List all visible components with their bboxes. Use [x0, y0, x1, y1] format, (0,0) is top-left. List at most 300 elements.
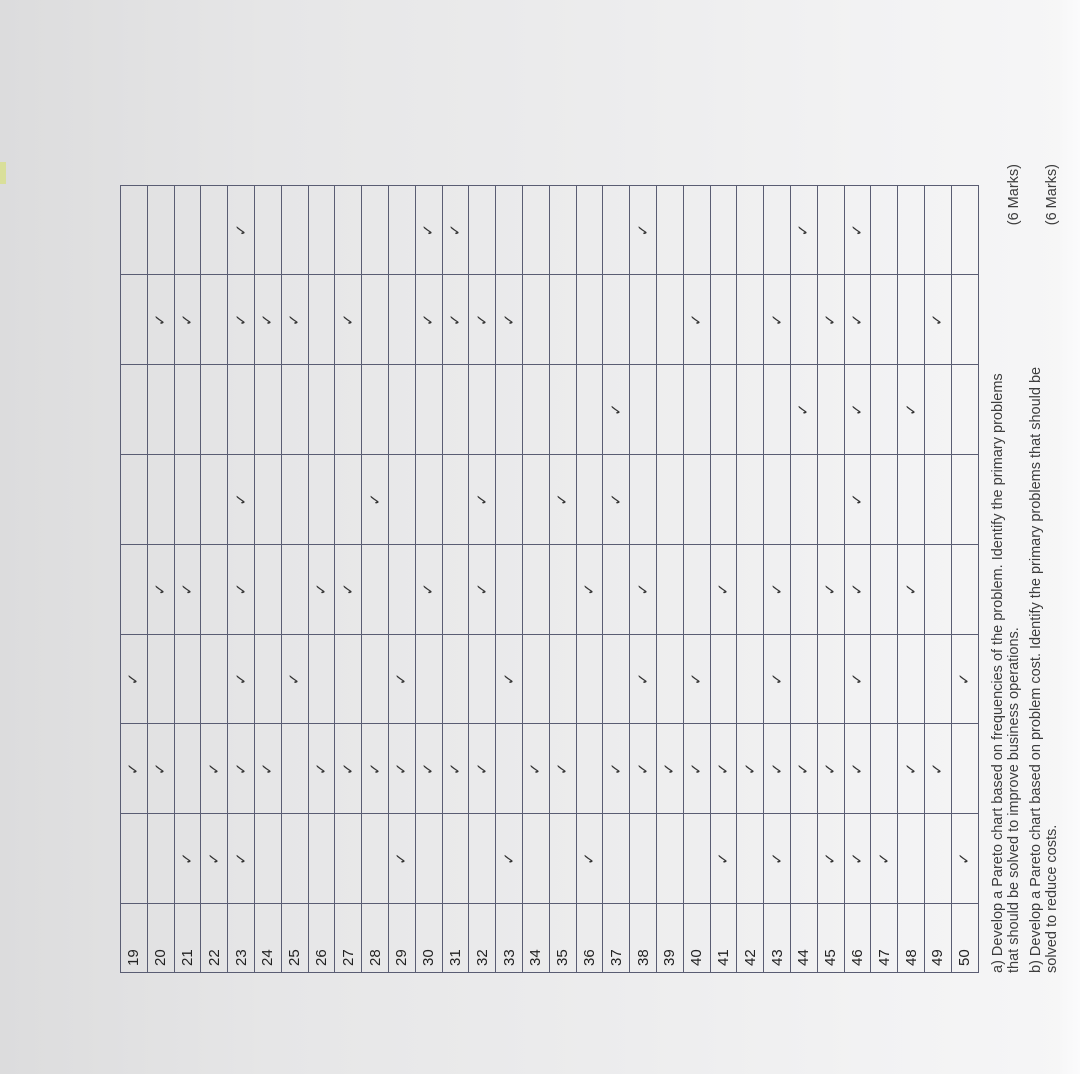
- table-row: [388, 185, 415, 972]
- check-mark-icon: ✓: [232, 223, 250, 237]
- mark-cell: [817, 814, 844, 904]
- mark-cell: [871, 544, 898, 634]
- table-row: [683, 185, 710, 972]
- check-mark-icon: ✓: [554, 493, 572, 506]
- check-mark-icon: ✓: [768, 313, 786, 327]
- mark-cell: [710, 455, 737, 545]
- mark-cell: [630, 365, 657, 455]
- table-row: [228, 185, 255, 972]
- mark-cell: [898, 275, 925, 365]
- mark-cell: [790, 724, 817, 814]
- mark-cell: [549, 634, 576, 724]
- mark-cell: [496, 365, 523, 455]
- table-row: [254, 185, 281, 972]
- check-mark-icon: ✓: [152, 313, 170, 327]
- mark-cell: [281, 634, 308, 724]
- table-row: [121, 185, 148, 972]
- mark-cell: [630, 814, 657, 904]
- mark-cell: [442, 814, 469, 904]
- check-mark-icon: ✓: [795, 403, 813, 416]
- mark-cell: [764, 544, 791, 634]
- mark-cell: [764, 365, 791, 455]
- check-mark-icon: ✓: [339, 762, 357, 776]
- table-row: [415, 185, 442, 972]
- row-number: 20: [147, 904, 174, 973]
- check-mark-icon: ✓: [232, 852, 250, 865]
- check-mark-icon: ✓: [366, 493, 384, 506]
- row-number: 34: [522, 904, 549, 973]
- row-number: 44: [790, 904, 817, 973]
- row-number: 49: [924, 904, 951, 973]
- mark-cell: [656, 275, 683, 365]
- mark-cell: [924, 724, 951, 814]
- table-row: [174, 185, 201, 972]
- check-mark-icon: ✓: [339, 582, 357, 596]
- mark-cell: [442, 634, 469, 724]
- mark-cell: [388, 455, 415, 545]
- mark-cell: [174, 185, 201, 275]
- mark-cell: [335, 275, 362, 365]
- mark-cell: [710, 724, 737, 814]
- mark-cell: [442, 455, 469, 545]
- mark-cell: [496, 814, 523, 904]
- mark-cell: [549, 724, 576, 814]
- check-mark-icon: ✓: [848, 762, 866, 776]
- mark-cell: [415, 814, 442, 904]
- mark-cell: [147, 185, 174, 275]
- check-mark-icon: ✓: [607, 762, 625, 776]
- mark-cell: [737, 185, 764, 275]
- mark-cell: [308, 185, 335, 275]
- mark-cell: [898, 544, 925, 634]
- mark-cell: [228, 544, 255, 634]
- mark-cell: [790, 365, 817, 455]
- mark-cell: [469, 724, 496, 814]
- row-number: 45: [817, 904, 844, 973]
- mark-cell: [201, 724, 228, 814]
- mark-cell: [308, 455, 335, 545]
- mark-cell: [254, 814, 281, 904]
- row-number: 27: [335, 904, 362, 973]
- mark-cell: [335, 185, 362, 275]
- mark-cell: [710, 185, 737, 275]
- mark-cell: [496, 275, 523, 365]
- row-number: 21: [174, 904, 201, 973]
- mark-cell: [630, 185, 657, 275]
- mark-cell: [308, 814, 335, 904]
- mark-cell: [790, 185, 817, 275]
- mark-cell: [549, 544, 576, 634]
- mark-cell: [951, 724, 978, 814]
- table-row: [764, 185, 791, 972]
- mark-cell: [201, 365, 228, 455]
- table-row: [898, 185, 925, 972]
- mark-cell: [924, 544, 951, 634]
- table-row: [201, 185, 228, 972]
- mark-cell: [522, 544, 549, 634]
- check-mark-icon: ✓: [500, 672, 518, 686]
- mark-cell: [898, 455, 925, 545]
- check-mark-icon: ✓: [473, 762, 491, 776]
- table-row: [281, 185, 308, 972]
- mark-cell: [388, 275, 415, 365]
- check-mark-icon: ✓: [768, 852, 786, 865]
- mark-cell: [496, 634, 523, 724]
- check-mark-icon: ✓: [286, 313, 304, 327]
- mark-cell: [121, 544, 148, 634]
- mark-cell: [174, 455, 201, 545]
- mark-cell: [710, 275, 737, 365]
- mark-cell: [817, 634, 844, 724]
- check-mark-icon: ✓: [420, 223, 438, 237]
- table-row: [603, 185, 630, 972]
- mark-cell: [576, 814, 603, 904]
- mark-cell: [415, 724, 442, 814]
- check-mark-icon: ✓: [500, 313, 518, 327]
- check-mark-icon: ✓: [312, 762, 330, 776]
- mark-cell: [844, 724, 871, 814]
- mark-cell: [522, 455, 549, 545]
- mark-cell: [871, 724, 898, 814]
- mark-cell: [228, 455, 255, 545]
- mark-cell: [121, 455, 148, 545]
- check-mark-icon: ✓: [339, 313, 357, 327]
- mark-cell: [844, 544, 871, 634]
- row-number: 36: [576, 904, 603, 973]
- check-mark-icon: ✓: [848, 852, 866, 865]
- check-mark-icon: ✓: [259, 313, 277, 327]
- row-number: 22: [201, 904, 228, 973]
- mark-cell: [362, 455, 389, 545]
- mark-cell: [308, 275, 335, 365]
- mark-cell: [522, 634, 549, 724]
- mark-cell: [281, 814, 308, 904]
- row-number: 38: [630, 904, 657, 973]
- row-number: 31: [442, 904, 469, 973]
- check-mark-icon: ✓: [848, 403, 866, 416]
- mark-cell: [469, 275, 496, 365]
- mark-cell: [790, 634, 817, 724]
- mark-cell: [308, 724, 335, 814]
- check-mark-icon: ✓: [848, 223, 866, 237]
- question-b-line2: solved to reduce costs.: [1044, 824, 1060, 973]
- mark-cell: [576, 365, 603, 455]
- mark-cell: [228, 275, 255, 365]
- check-mark-icon: ✓: [848, 313, 866, 327]
- question-a-line1: a) Develop a Pareto chart based on frequencies of the problem. Identify the primary problems: [990, 373, 1006, 973]
- mark-cell: [147, 365, 174, 455]
- mark-cell: [174, 275, 201, 365]
- mark-cell: [254, 275, 281, 365]
- row-number: 40: [683, 904, 710, 973]
- mark-cell: [764, 634, 791, 724]
- table-row: [576, 185, 603, 972]
- row-number: 39: [656, 904, 683, 973]
- mark-cell: [228, 365, 255, 455]
- mark-cell: [710, 544, 737, 634]
- mark-cell: [415, 544, 442, 634]
- mark-cell: [603, 275, 630, 365]
- mark-cell: [603, 365, 630, 455]
- row-number: 26: [308, 904, 335, 973]
- mark-cell: [951, 185, 978, 275]
- mark-cell: [683, 185, 710, 275]
- mark-cell: [201, 275, 228, 365]
- mark-cell: [790, 544, 817, 634]
- row-number: 47: [871, 904, 898, 973]
- table-row: [630, 185, 657, 972]
- mark-cell: [174, 814, 201, 904]
- check-mark-icon: ✓: [473, 582, 491, 596]
- mark-cell: [442, 544, 469, 634]
- mark-cell: [844, 814, 871, 904]
- mark-cell: [254, 544, 281, 634]
- check-mark-icon: ✓: [607, 493, 625, 506]
- check-mark-icon: ✓: [259, 762, 277, 776]
- mark-cell: [442, 275, 469, 365]
- mark-cell: [174, 365, 201, 455]
- check-mark-icon: ✓: [661, 762, 679, 776]
- mark-cell: [335, 365, 362, 455]
- check-mark-icon: ✓: [393, 852, 411, 865]
- mark-cell: [121, 275, 148, 365]
- mark-cell: [121, 365, 148, 455]
- mark-cell: [764, 275, 791, 365]
- mark-cell: [656, 814, 683, 904]
- mark-cell: [281, 365, 308, 455]
- check-mark-icon: ✓: [768, 582, 786, 596]
- check-mark-icon: ✓: [232, 493, 250, 506]
- mark-cell: [924, 365, 951, 455]
- check-mark-icon: ✓: [232, 313, 250, 327]
- question-a-marks: (6 Marks): [1006, 164, 1022, 226]
- check-mark-icon: ✓: [420, 762, 438, 776]
- mark-cell: [496, 544, 523, 634]
- mark-cell: [174, 634, 201, 724]
- check-mark-icon: ✓: [822, 582, 840, 596]
- mark-cell: [576, 634, 603, 724]
- mark-cell: [871, 814, 898, 904]
- check-mark-icon: ✓: [393, 762, 411, 776]
- check-mark-icon: ✓: [848, 672, 866, 686]
- check-mark-icon: ✓: [500, 852, 518, 865]
- mark-cell: [201, 544, 228, 634]
- mark-cell: [469, 634, 496, 724]
- check-mark-icon: ✓: [688, 313, 706, 327]
- mark-cell: [254, 634, 281, 724]
- mark-cell: [764, 724, 791, 814]
- mark-cell: [844, 455, 871, 545]
- mark-cell: [603, 455, 630, 545]
- mark-cell: [335, 814, 362, 904]
- check-mark-icon: ✓: [205, 762, 223, 776]
- check-mark-icon: ✓: [152, 762, 170, 776]
- table-row: [308, 185, 335, 972]
- mark-cell: [121, 634, 148, 724]
- check-mark-icon: ✓: [152, 582, 170, 596]
- check-mark-icon: ✓: [714, 582, 732, 596]
- mark-cell: [415, 634, 442, 724]
- mark-cell: [764, 455, 791, 545]
- mark-cell: [871, 455, 898, 545]
- checklist-body: [121, 185, 979, 972]
- table-row: [362, 185, 389, 972]
- mark-cell: [898, 814, 925, 904]
- mark-cell: [683, 365, 710, 455]
- mark-cell: [951, 544, 978, 634]
- mark-cell: [898, 185, 925, 275]
- mark-cell: [281, 724, 308, 814]
- mark-cell: [764, 814, 791, 904]
- check-mark-icon: ✓: [848, 493, 866, 506]
- row-number: 37: [603, 904, 630, 973]
- check-mark-icon: ✓: [956, 852, 974, 865]
- check-mark-icon: ✓: [286, 672, 304, 686]
- mark-cell: [335, 455, 362, 545]
- mark-cell: [924, 814, 951, 904]
- check-mark-icon: ✓: [875, 852, 893, 865]
- check-mark-icon: ✓: [420, 313, 438, 327]
- check-mark-icon: ✓: [929, 762, 947, 776]
- mark-cell: [549, 365, 576, 455]
- mark-cell: [522, 275, 549, 365]
- mark-cell: [844, 365, 871, 455]
- check-mark-icon: ✓: [580, 852, 598, 865]
- mark-cell: [442, 724, 469, 814]
- check-mark-icon: ✓: [714, 852, 732, 865]
- check-mark-icon: ✓: [634, 762, 652, 776]
- check-mark-icon: ✓: [902, 582, 920, 596]
- mark-cell: [201, 185, 228, 275]
- mark-cell: [308, 365, 335, 455]
- mark-cell: [790, 814, 817, 904]
- question-a: [990, 164, 1022, 973]
- check-mark-icon: ✓: [929, 313, 947, 327]
- mark-cell: [683, 544, 710, 634]
- mark-cell: [362, 275, 389, 365]
- mark-cell: [121, 185, 148, 275]
- mark-cell: [790, 455, 817, 545]
- row-number: 46: [844, 904, 871, 973]
- mark-cell: [898, 724, 925, 814]
- mark-cell: [817, 455, 844, 545]
- table-row: [844, 185, 871, 972]
- mark-cell: [522, 724, 549, 814]
- mark-cell: [630, 275, 657, 365]
- mark-cell: [951, 275, 978, 365]
- mark-cell: [147, 634, 174, 724]
- mark-cell: [683, 455, 710, 545]
- mark-cell: [898, 634, 925, 724]
- checklist-table: [120, 185, 979, 973]
- check-mark-icon: ✓: [393, 672, 411, 686]
- mark-cell: [362, 544, 389, 634]
- mark-cell: [817, 275, 844, 365]
- mark-cell: [201, 814, 228, 904]
- mark-cell: [844, 275, 871, 365]
- mark-cell: [737, 544, 764, 634]
- mark-cell: [388, 544, 415, 634]
- mark-cell: [817, 365, 844, 455]
- mark-cell: [469, 814, 496, 904]
- mark-cell: [174, 724, 201, 814]
- mark-cell: [710, 365, 737, 455]
- mark-cell: [281, 275, 308, 365]
- row-number: 33: [496, 904, 523, 973]
- check-mark-icon: ✓: [473, 313, 491, 327]
- mark-cell: [228, 634, 255, 724]
- mark-cell: [549, 814, 576, 904]
- mark-cell: [388, 634, 415, 724]
- check-mark-icon: ✓: [848, 582, 866, 596]
- mark-cell: [362, 185, 389, 275]
- mark-cell: [522, 365, 549, 455]
- check-mark-icon: ✓: [795, 223, 813, 237]
- check-mark-icon: ✓: [420, 582, 438, 596]
- mark-cell: [603, 724, 630, 814]
- mark-cell: [415, 185, 442, 275]
- mark-cell: [683, 814, 710, 904]
- check-mark-icon: ✓: [795, 762, 813, 776]
- mark-cell: [898, 365, 925, 455]
- table-row: [335, 185, 362, 972]
- mark-cell: [656, 185, 683, 275]
- mark-cell: [496, 185, 523, 275]
- mark-cell: [951, 814, 978, 904]
- check-mark-icon: ✓: [822, 313, 840, 327]
- row-number: 30: [415, 904, 442, 973]
- mark-cell: [924, 634, 951, 724]
- mark-cell: [683, 724, 710, 814]
- mark-cell: [737, 814, 764, 904]
- row-number: 29: [388, 904, 415, 973]
- mark-cell: [147, 724, 174, 814]
- sticky-tab: [0, 162, 6, 184]
- mark-cell: [737, 365, 764, 455]
- mark-cell: [335, 634, 362, 724]
- check-mark-icon: ✓: [232, 582, 250, 596]
- mark-cell: [442, 185, 469, 275]
- mark-cell: [576, 455, 603, 545]
- mark-cell: [388, 814, 415, 904]
- check-mark-icon: ✓: [634, 223, 652, 237]
- check-mark-icon: ✓: [822, 852, 840, 865]
- check-mark-icon: ✓: [768, 762, 786, 776]
- check-mark-icon: ✓: [473, 493, 491, 506]
- mark-cell: [576, 185, 603, 275]
- table-row: [522, 185, 549, 972]
- check-mark-icon: ✓: [607, 403, 625, 416]
- table-row: [496, 185, 523, 972]
- check-mark-icon: ✓: [634, 672, 652, 686]
- mark-cell: [254, 365, 281, 455]
- check-mark-icon: ✓: [232, 762, 250, 776]
- check-mark-icon: ✓: [902, 762, 920, 776]
- row-number: 41: [710, 904, 737, 973]
- check-mark-icon: ✓: [768, 672, 786, 686]
- check-mark-icon: ✓: [125, 672, 143, 686]
- row-number: 50: [951, 904, 978, 973]
- mark-cell: [871, 275, 898, 365]
- mark-cell: [924, 185, 951, 275]
- table-row: [549, 185, 576, 972]
- mark-cell: [335, 724, 362, 814]
- mark-cell: [603, 634, 630, 724]
- mark-cell: [924, 455, 951, 545]
- mark-cell: [147, 814, 174, 904]
- mark-cell: [254, 724, 281, 814]
- mark-cell: [362, 365, 389, 455]
